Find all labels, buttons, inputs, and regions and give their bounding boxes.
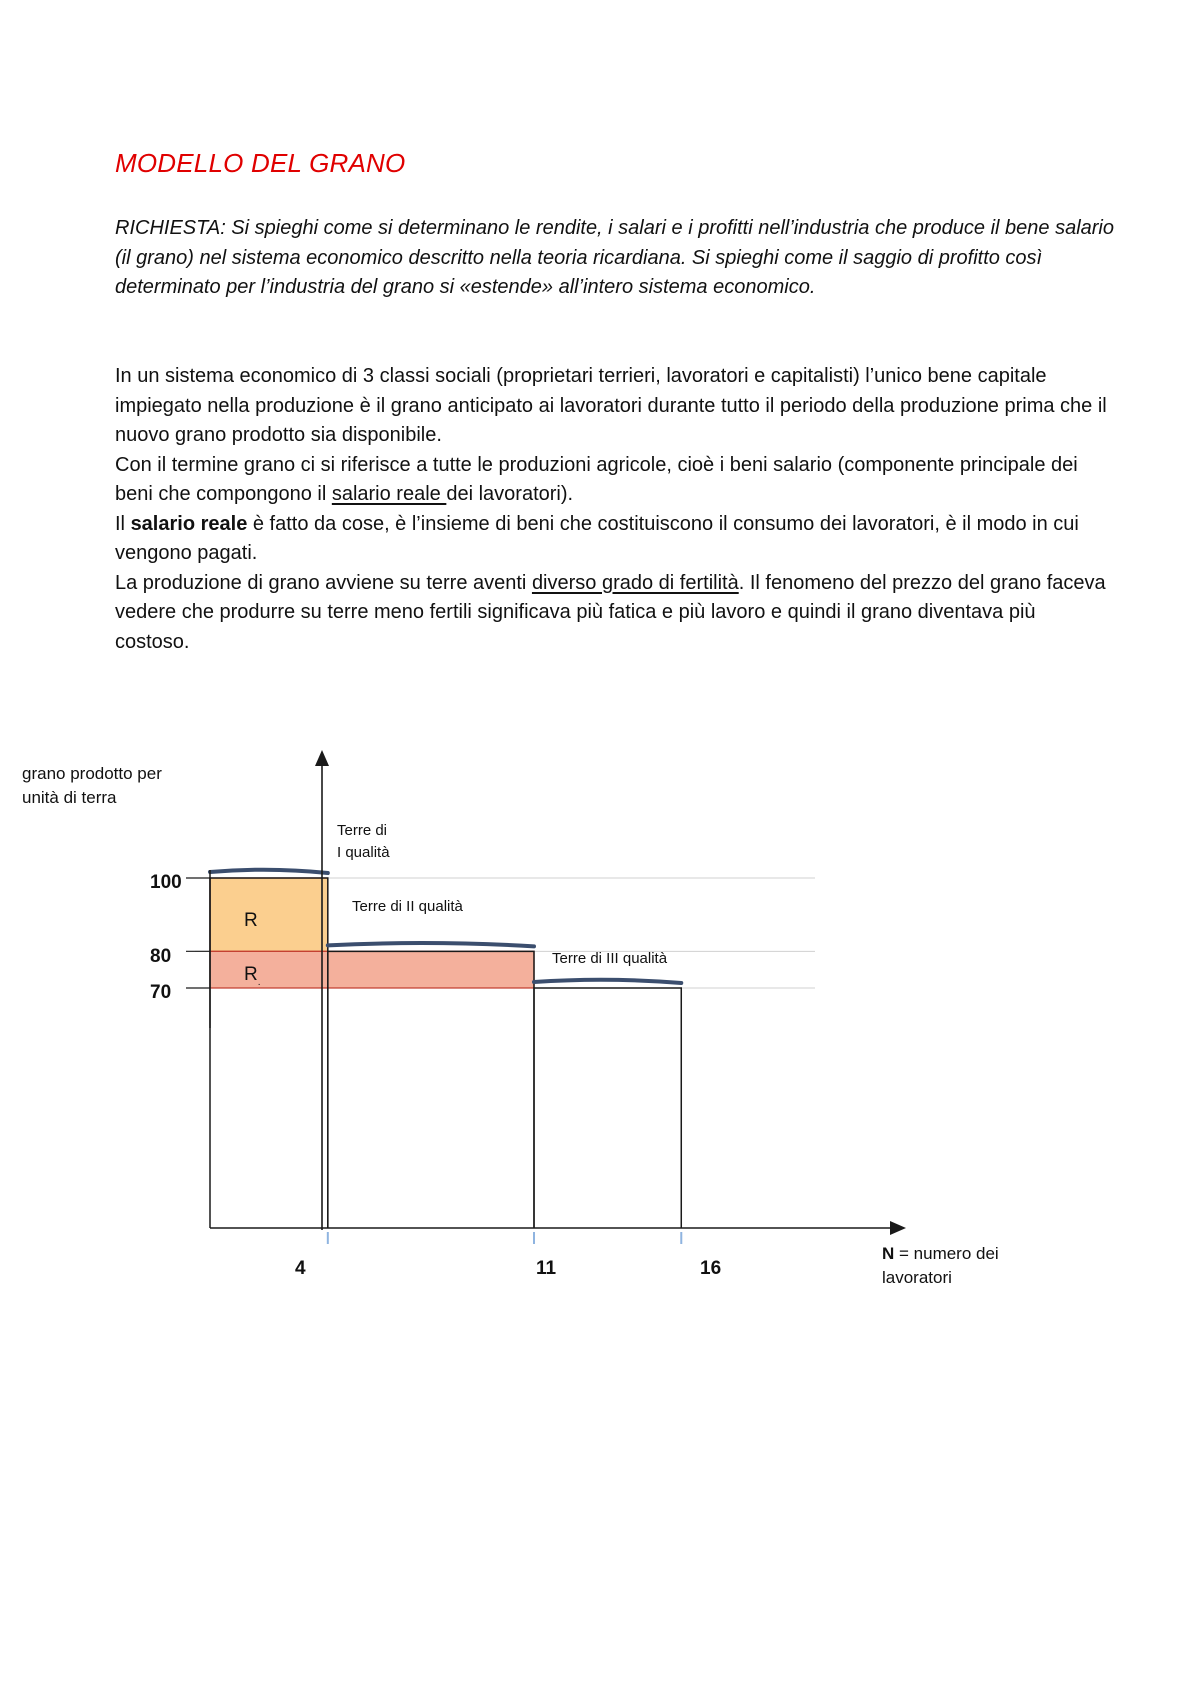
land-label-i [337, 820, 390, 864]
x-axis-label [882, 1242, 1062, 1290]
x-tick-4: 4 [295, 1258, 306, 1279]
rent-label-2-text: R [244, 964, 258, 985]
y-tick-70: 70 [150, 982, 172, 1003]
y-axis-label [22, 762, 202, 810]
p3-text-start: Il [115, 512, 131, 535]
y-axis-arrow [315, 750, 329, 766]
salario-reale-underlined: salario reale [331, 483, 447, 505]
land-brace-1 [210, 870, 328, 873]
land-bar-2 [328, 951, 534, 1228]
x-tick-16: 16 [700, 1258, 722, 1279]
p4-text-end: . Il fenomeno del prezzo del grano faceva vedere che produrre su terre meno fertili significava più fatica e più lavoro e quindi il grano diventava più costoso. [115, 571, 1106, 653]
x-axis-label-text: = numero dei lavoratori [882, 1244, 999, 1287]
rent-chart [0, 720, 1200, 1320]
request-paragraph: RICHIESTA: Si spieghi come si determinano le rendite, i salari e i profitti nell’industria che produce il bene salario (il grano) nel sistema economico descritto nella teoria ricardiana. Si spieghi come il saggio di profitto così determinato per l’industria del grano si «estende» all’intero sistema economico. [115, 217, 1114, 298]
paragraph-salario-reale [115, 510, 1115, 569]
body-text [115, 362, 1115, 657]
rent-label-1: R [244, 910, 258, 931]
rent-area-1 [210, 878, 328, 951]
p3-text-end: è fatto da cose, è l’insieme di beni che costituiscono il consumo dei lavoratori, è il modo in cui vengono pagati. [115, 512, 1079, 564]
p2-text-end: dei lavoratori). [446, 483, 574, 505]
paragraph-classes: In un sistema economico di 3 classi sociali (proprietari terrieri, lavoratori e capitalisti) l’unico bene capitale impiegato nella produzione è il grano anticipato ai lavoratori durante tutto il periodo della produzione prima che il nuovo grano prodotto sia disponibile. [115, 365, 1107, 446]
fertilita-underlined: diverso grado di fertilità [531, 571, 739, 594]
land-label-i-line2: I qualità [337, 844, 390, 861]
land-brace-3 [534, 980, 681, 983]
x-axis-label-n: N [882, 1244, 895, 1263]
p2-text-start: Con il termine grano ci si riferisce a tutte le produzioni agricole, cioè i beni salario (componente principale dei beni che compongono il [115, 453, 1078, 505]
paragraph-fertilita [115, 569, 1115, 658]
document-title: MODELLO DEL GRANO [115, 148, 406, 178]
p4-text-start: La produzione di grano avviene su terre aventi [115, 571, 532, 594]
land-label-ii: Terre di II qualità [352, 898, 463, 915]
land-brace-2 [328, 943, 534, 946]
land-bar-3 [534, 988, 681, 1228]
salario-reale-bold: salario reale [130, 512, 248, 535]
y-axis-label-text: grano prodotto per unità di terra [22, 764, 162, 807]
x-axis-arrow [890, 1221, 906, 1235]
y-tick-80: 80 [150, 946, 172, 967]
x-tick-11: 11 [536, 1258, 557, 1279]
y-tick-100: 100 [150, 872, 182, 893]
rent-chart-svg [0, 720, 1200, 1320]
land-label-iii: Terre di III qualità [552, 950, 668, 967]
land-label-i-line1: Terre di [337, 822, 388, 839]
rent-label-2: $R_.$ [244, 964, 261, 988]
paragraph-grano-definition [115, 451, 1115, 510]
